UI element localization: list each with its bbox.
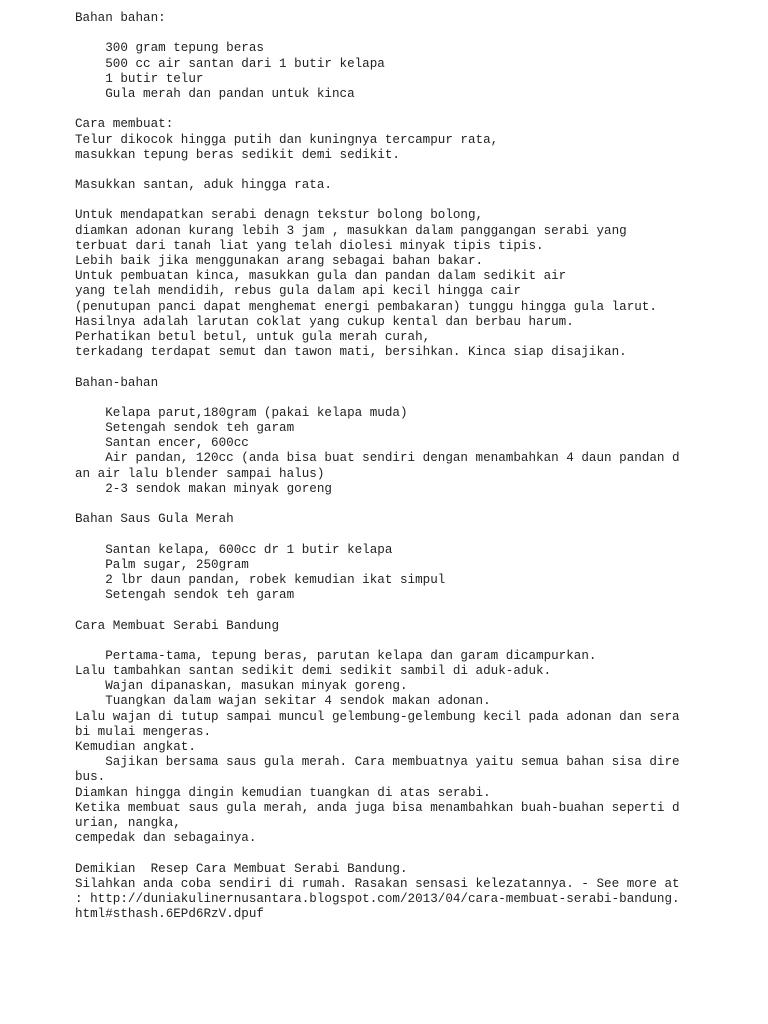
heading-bahan-bahan-2: Bahan-bahan xyxy=(75,375,159,390)
step-line: Wajan dipanaskan, masukan minyak goreng. xyxy=(75,679,408,694)
text-line: Telur dikocok hingga putih dan kuningnya tercampur rata, xyxy=(75,132,499,147)
ingredient-item: 500 cc air santan dari 1 butir kelapa xyxy=(75,56,385,71)
ingredient-item: 2 lbr daun pandan, robek kemudian ikat simpul xyxy=(75,572,446,587)
ingredient-item: an air lalu blender sampai halus) xyxy=(75,466,325,481)
step-line: Ketika membuat saus gula merah, anda juga bisa menambahkan buah-buahan seperti d xyxy=(75,800,680,815)
text-line: Hasilnya adalah larutan coklat yang cukup kental dan berbau harum. xyxy=(75,314,574,329)
ingredient-item: Palm sugar, 250gram xyxy=(75,557,249,572)
blank-line xyxy=(75,527,755,542)
blank-line xyxy=(75,603,755,618)
step-line: Tuangkan dalam wajan sekitar 4 sendok makan adonan. xyxy=(75,694,491,709)
blank-line xyxy=(75,360,755,375)
heading-bahan-saus: Bahan Saus Gula Merah xyxy=(75,512,234,527)
text-line: diamkan adonan kurang lebih 3 jam , masukkan dalam panggangan serabi yang xyxy=(75,223,627,238)
blank-line xyxy=(75,391,755,406)
text-line: terbuat dari tanah liat yang telah diolesi minyak tipis tipis. xyxy=(75,238,544,253)
blank-line xyxy=(75,102,755,117)
text-line: Perhatikan betul betul, untuk gula merah curah, xyxy=(75,329,431,344)
step-line: Kemudian angkat. xyxy=(75,740,196,754)
text-line: masukkan tepung beras sedikit demi sedikit. xyxy=(75,147,400,162)
document-page xyxy=(75,11,755,922)
ingredient-item: Santan kelapa, 600cc dr 1 butir kelapa xyxy=(75,542,393,557)
ingredient-item: 1 butir telur xyxy=(75,71,204,86)
step-line: Pertama-tama, tepung beras, parutan kelapa dan garam dicampurkan. xyxy=(75,648,597,663)
step-line: urian, nangka, xyxy=(75,815,181,830)
text-line: yang telah mendidih, rebus gula dalam api kecil hingga cair xyxy=(75,284,521,299)
text-line: Untuk mendapatkan serabi denagn tekstur bolong bolong, xyxy=(75,208,484,223)
ingredient-item: Setengah sendok teh garam xyxy=(75,421,295,436)
source-link[interactable]: html#sthash.6EPd6RzV.dpuf xyxy=(75,907,264,922)
source-link[interactable]: : http://duniakulinernusantara.blogspot.com/2013/04/cara-membuat-serabi-bandung. xyxy=(75,891,680,906)
heading-cara-membuat-serabi: Cara Membuat Serabi Bandung xyxy=(75,618,280,633)
ingredient-item: 300 gram tepung beras xyxy=(75,41,264,56)
step-line: Lalu tambahkan santan sedikit demi sedikit sambil di aduk-aduk. xyxy=(75,664,552,679)
blank-line xyxy=(75,497,755,512)
heading-bahan-bahan: Bahan bahan: xyxy=(75,11,166,25)
text-line: Untuk pembuatan kinca, masukkan gula dan pandan dalam sedikit air xyxy=(75,269,567,284)
step-line: Lalu wajan di tutup sampai muncul gelembung-gelembung kecil pada adonan dan sera xyxy=(75,709,680,724)
blank-line xyxy=(75,26,755,41)
ingredient-item: 2-3 sendok makan minyak goreng xyxy=(75,481,332,496)
step-line: bi mulai mengeras. xyxy=(75,724,212,739)
step-line: bus. xyxy=(75,770,106,785)
text-line: Lebih baik jika menggunakan arang sebagai bahan bakar. xyxy=(75,254,484,268)
blank-line xyxy=(75,846,755,861)
text-line: terkadang terdapat semut dan tawon mati, bersihkan. Kinca siap disajikan. xyxy=(75,345,627,360)
ingredient-item: Gula merah dan pandan untuk kinca xyxy=(75,86,355,101)
ingredient-item: Kelapa parut,180gram (pakai kelapa muda) xyxy=(75,405,408,420)
step-line: Diamkan hingga dingin kemudian tuangkan di atas serabi. xyxy=(75,785,491,800)
closing-line: Demikian Resep Cara Membuat Serabi Bandung. xyxy=(75,861,408,876)
text-line: (penutupan panci dapat menghemat energi pembakaran) tunggu hingga gula larut. xyxy=(75,299,657,314)
heading-cara-membuat: Cara membuat: xyxy=(75,117,174,132)
step-line: Sajikan bersama saus gula merah. Cara membuatnya yaitu semua bahan sisa dire xyxy=(75,755,680,770)
text-line: Masukkan santan, aduk hingga rata. xyxy=(75,178,332,193)
blank-line xyxy=(75,193,755,208)
ingredient-item: Setengah sendok teh garam xyxy=(75,588,295,603)
closing-line: Silahkan anda coba sendiri di rumah. Rasakan sensasi kelezatannya. - See more at xyxy=(75,876,680,891)
blank-line xyxy=(75,634,755,649)
ingredient-item: Air pandan, 120cc (anda bisa buat sendiri dengan menambahkan 4 daun pandan d xyxy=(75,451,680,466)
blank-line xyxy=(75,163,755,178)
ingredient-item: Santan encer, 600cc xyxy=(75,436,249,451)
step-line: cempedak dan sebagainya. xyxy=(75,831,257,846)
